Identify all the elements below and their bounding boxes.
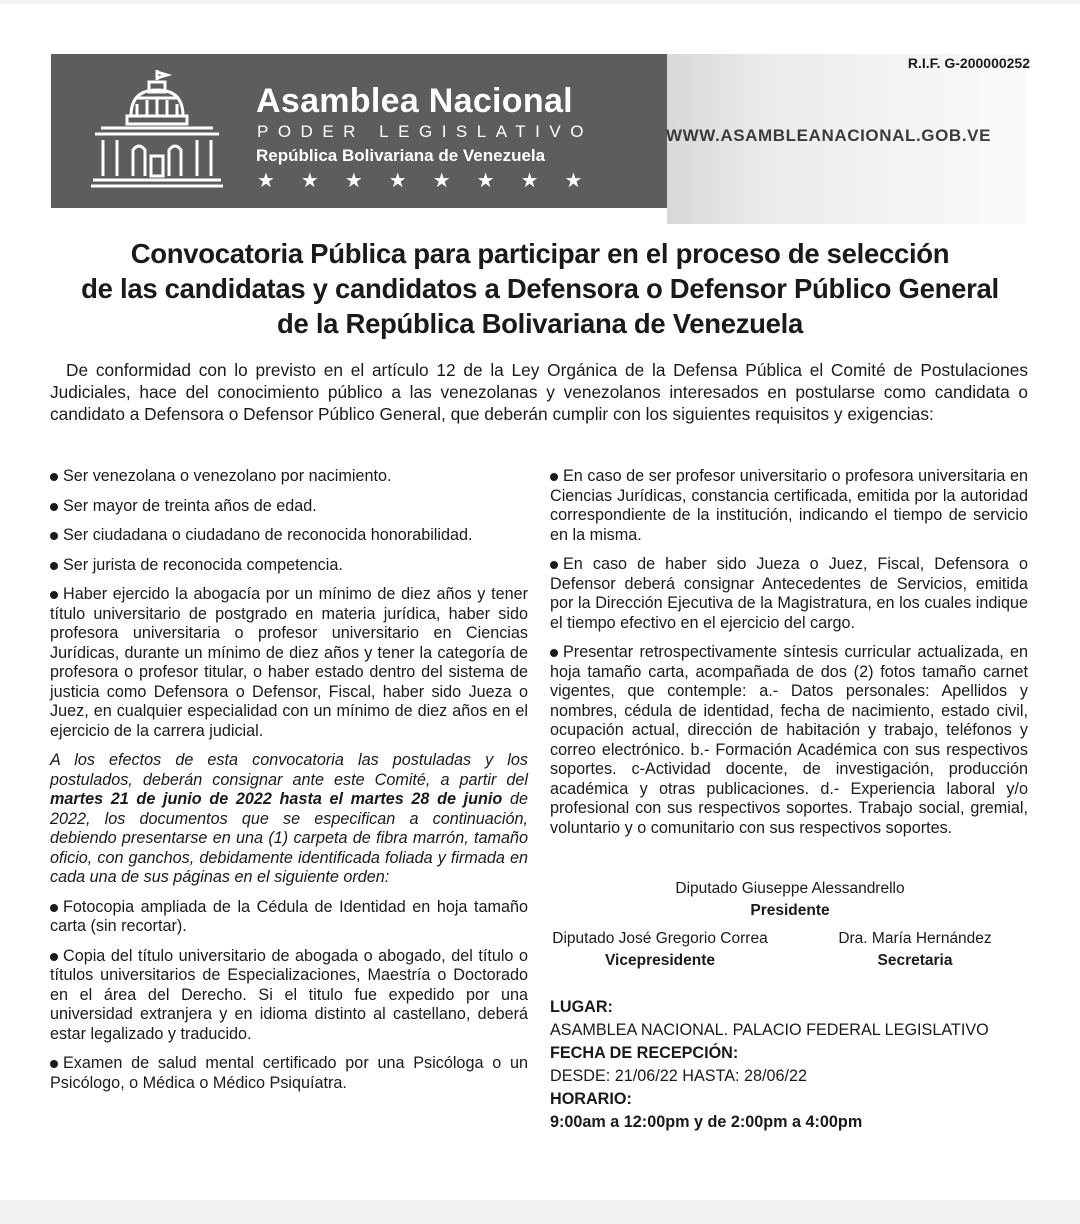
document-page xyxy=(0,4,1080,1200)
rif-number: R.I.F. G-200000252 xyxy=(907,55,1030,71)
date-label: FECHA DE RECEPCIÓN: xyxy=(550,1044,739,1062)
logistics-block xyxy=(550,996,989,1134)
document-item: Copia del título universitario de abogada o abogado, del título o títulos universitarios de Especializaciones, Maestría o Doctorado en el área del Derecho. Si el titulo fue expedido por una universidad extranjera y en idioma distinto al castellano, deberá estar legalizado y traducido. xyxy=(50,946,528,1043)
branch-name: PODER LEGISLATIVO xyxy=(257,122,593,141)
place-label: LUGAR: xyxy=(550,998,613,1016)
document-item: Fotocopia ampliada de la Cédula de Identidad en hoja tamaño carta (sin recortar). xyxy=(50,897,528,935)
bullet-icon xyxy=(50,953,58,961)
signature-president xyxy=(630,878,950,922)
date-value: DESDE: 21/06/22 HASTA: 28/06/22 xyxy=(550,1067,808,1085)
vice-name: Diputado José Gregorio Correa xyxy=(552,930,768,947)
secretary-name: Dra. María Hernández xyxy=(838,930,992,947)
submission-notice: A los efectos de esta convocatoria las postuladas y los postulados, deberán consignar ante este Comité, a partir del martes 21 de junio de 2022 hasta el martes 28 de junio de 2022, los documentos que se especifican a continuación, debiendo presentarse en una (1) carpeta de fibra marrón, tamaño oficio, con ganchos, debidamente identificada foliada y firmada en cada una de sus páginas en el siguiente orden: xyxy=(50,751,529,886)
bullet-icon xyxy=(50,904,58,912)
bullet-icon xyxy=(550,649,558,657)
bullet-icon xyxy=(550,473,558,481)
website-text: WWW.ASAMBLEANACIONAL.GOB.VE xyxy=(666,126,992,145)
republic-name: República Bolivariana de Venezuela xyxy=(256,146,546,165)
document-item: En caso de haber sido Jueza o Juez, Fiscal, Defensora o Defensor deberá consignar Antecedentes de Servicios, emitida por la Dirección Ejecutiva de la Magistratura, en los cuales indique el tiempo efectivo en el ejercicio del cargo. xyxy=(550,555,1028,632)
bullet-icon xyxy=(50,591,58,599)
title-line-2: de las candidatas y candidatos a Defensora o Defensor Público General xyxy=(81,273,999,304)
bullet-icon xyxy=(50,503,58,511)
page-title xyxy=(40,236,1040,341)
requirement-item: Ser mayor de treinta años de edad. xyxy=(50,497,528,517)
president-name: Diputado Giuseppe Alessandrello xyxy=(675,880,905,897)
capitol-building-icon xyxy=(91,68,226,190)
institution-name: Asamblea Nacional xyxy=(256,82,573,120)
signature-secretary xyxy=(820,928,1010,972)
header-banner xyxy=(51,54,667,208)
title-line-1: Convocatoria Pública para participar en el proceso de selección xyxy=(130,238,950,269)
hours-label: HORARIO: xyxy=(550,1090,632,1108)
secretary-role: Secretaria xyxy=(877,952,953,969)
submission-dates: martes 21 de junio de 2022 hasta el martes 28 de junio xyxy=(50,790,503,808)
intro-paragraph: De conformidad con lo previsto en el artículo 12 de la Ley Orgánica de la Defensa Pública el Comité de Postulaciones Judiciales, hace del conocimiento público a las venezolanas y venezolanos interesados en postularse como candidata o candidato a Defensora o Defensor Público General, que deberán cumplir con los siguientes requisitos y exigencias: xyxy=(50,360,1028,424)
document-item: En caso de ser profesor universitario o profesora universitaria en Ciencias Jurídicas, constancia certificada, emitida por la autoridad correspondiente de la institución, indicando el tiempo de servicio en la misma. xyxy=(550,467,1028,544)
right-column xyxy=(550,467,1028,848)
vice-role: Vicepresidente xyxy=(605,952,715,969)
title-line-3: de la República Bolivariana de Venezuela xyxy=(277,308,803,339)
bullet-icon xyxy=(50,562,58,570)
requirement-item: Ser jurista de reconocida competencia. xyxy=(50,556,528,576)
stars-row: ★★★★★★★★ xyxy=(257,170,609,192)
requirement-item: Haber ejercido la abogacía por un mínimo de diez años y tener título universitario de postgrado en materia jurídica, haber sido profesora universitaria o profesor universitario en Ciencias Jurídicas, durante un mínimo de diez años y tener la categoría de profesora o profesor titular, o haber estado dentro del sistema de justicia como Defensora o Defensor, Fiscal, haber sido Jueza o Juez, en cualquier especialidad con un mínimo de diez años en el ejercicio de la carrera judicial. xyxy=(50,585,528,740)
signature-vicepresident xyxy=(550,928,770,972)
bullet-icon xyxy=(50,1060,58,1068)
requirement-item: Ser ciudadana o ciudadano de reconocida honorabilidad. xyxy=(50,526,528,546)
place-value: ASAMBLEA NACIONAL. PALACIO FEDERAL LEGISLATIVO xyxy=(550,1021,989,1039)
hours-value: 9:00am a 12:00pm y de 2:00pm a 4:00pm xyxy=(550,1113,863,1131)
bullet-icon xyxy=(550,561,558,569)
requirement-item: Ser venezolana o venezolano por nacimiento. xyxy=(50,467,528,487)
bullet-icon xyxy=(50,532,58,540)
document-item: Examen de salud mental certificado por una Psicóloga o un Psicólogo, o Médica o Médico Psiquíatra. xyxy=(50,1054,528,1092)
document-item: Presentar retrospectivamente síntesis curricular actualizada, en hoja tamaño carta, acompañada de dos (2) fotos tamaño carnet vigentes, que contemple: a.- Datos personales: Apellidos y nombres, cédula de identidad, fecha de nacimiento, estado civil, ocupación actual, dirección de habitación y trabajo, teléfonos y correo electrónico. b.- Formación Académica con sus respectivos soportes. c-Actividad docente, de investigación, producción académica y otras publicaciones. d.- Experiencia laboral y/o profesional con sus respectivos soportes. Trabajo social, gremial, voluntario y o comunitario con sus respectivos soportes. xyxy=(550,643,1028,837)
bullet-icon xyxy=(50,473,58,481)
left-column xyxy=(50,467,528,1103)
president-role: Presidente xyxy=(750,902,830,919)
